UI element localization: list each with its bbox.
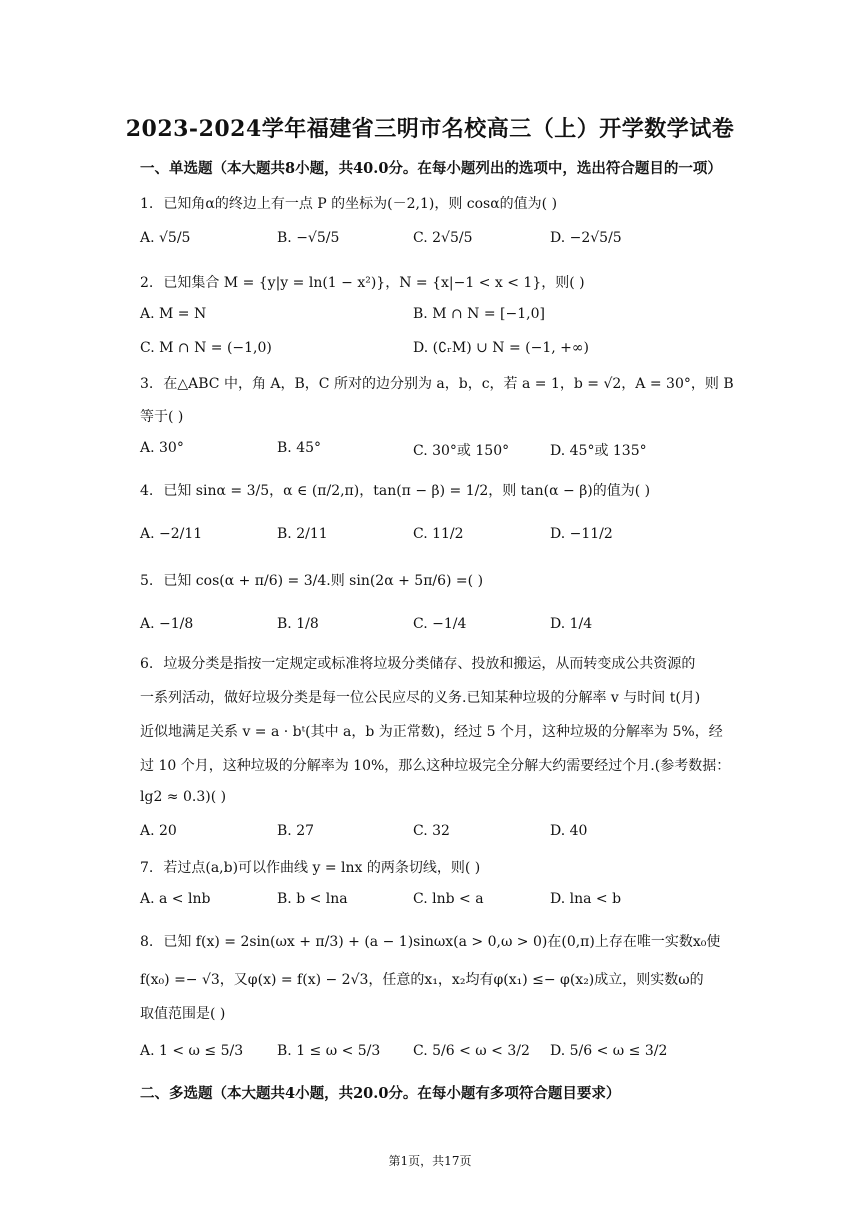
- question-2-option-d: D. (∁ᵣM) ∪ N = (−1, +∞): [413, 340, 590, 356]
- question-7-option-c: C. lnb < a: [413, 891, 484, 907]
- question-5-option-b: B. 1/8: [277, 616, 319, 632]
- question-8-option-a: A. 1 < ω ≤ 5/3: [140, 1043, 244, 1059]
- question-1-number: 1.: [140, 196, 154, 212]
- question-4-stem: [140, 480, 760, 500]
- question-4-option-c: C. 11/2: [413, 526, 464, 542]
- question-3-option-a: A. 30°: [140, 440, 184, 456]
- question-5-option-a: A. −1/8: [140, 616, 194, 632]
- question-2-option-b: B. M ∩ N = [−1,0]: [413, 306, 545, 322]
- question-4-option-d: D. −11/2: [550, 526, 613, 542]
- question-8-text-line-2: f(x₀) =− √3，又φ(x) = f(x) − 2√3，任意的x₁，x₂均有φ(x₁) ≤− φ(x₂)成立，则实数ω的: [140, 972, 704, 988]
- question-4-option-b: B. 2/11: [277, 526, 328, 542]
- question-1-option-c: C. 2√5/5: [413, 230, 473, 246]
- question-6-text-line-1: 垃圾分类是指按一定规定或标准将垃圾分类储存、投放和搬运，从而转变成公共资源的: [163, 656, 696, 672]
- question-2-stem: [140, 272, 760, 292]
- question-5-option-c: C. −1/4: [413, 616, 467, 632]
- question-5-number: 5.: [140, 573, 154, 589]
- question-6-text-line-3: 近似地满足关系 v = a · bᵗ(其中 a，b 为正常数)，经过 5 个月，这种垃圾的分解率为 5%，经: [140, 724, 723, 740]
- question-3-option-c: C. 30°或 150°: [413, 443, 510, 459]
- question-5-text: 已知 cos(α + π/6) = 3/4.则 sin(2α + 5π/6) =( ): [163, 573, 484, 589]
- question-6-text-line-2: 一系列活动，做好垃圾分类是每一位公民应尽的义务.已知某种垃圾的分解率 v 与时间 t(月): [140, 690, 701, 706]
- question-5-stem: [140, 570, 760, 590]
- question-4-option-a: A. −2/11: [140, 526, 203, 542]
- question-6-option-a: A. 20: [140, 823, 177, 839]
- question-7-number: 7.: [140, 860, 154, 876]
- question-8-text-line-3: 取值范围是( ): [140, 1006, 226, 1022]
- question-3-number: 3.: [140, 376, 154, 392]
- question-2-option-a: A. M = N: [140, 306, 207, 322]
- question-6-text-line-4: 过 10 个月，这种垃圾的分解率为 10%，那么这种垃圾完全分解大约需要经过个月.(参考数据：: [140, 758, 731, 774]
- question-6-number: 6.: [140, 656, 154, 672]
- question-3-text-line-1: 在△ABC 中，角 A，B，C 所对的边分别为 a，b，c，若 a = 1，b = √2，A = 30°，则 B: [163, 376, 734, 392]
- question-2-text: 已知集合 M = {y|y = ln(1 − x²)}，N = {x|−1 < x < 1}，则( ): [163, 275, 585, 291]
- question-2-number: 2.: [140, 275, 154, 291]
- question-7-option-a: A. a < lnb: [140, 891, 211, 907]
- question-7-option-b: B. b < lna: [277, 891, 348, 907]
- question-1-option-d: D. −2√5/5: [550, 230, 622, 246]
- question-8-option-d: D. 5/6 < ω ≤ 3/2: [550, 1043, 668, 1059]
- question-7-option-d: D. lna < b: [550, 891, 622, 907]
- page-title: 2023-2024学年福建省三明市名校高三（上）开学数学试卷: [125, 116, 735, 142]
- question-8-number: 8.: [140, 934, 154, 950]
- section-multiple-choice-header: 二、多选题（本大题共4小题，共20.0分。在每小题有多项符合题目要求）: [140, 1085, 621, 1102]
- question-8-text-line-1: 已知 f(x) = 2sin(ωx + π/3) + (a − 1)sinωx(a > 0,ω > 0)在(0,π)上存在唯一实数x₀使: [163, 934, 721, 950]
- question-3-stem: [140, 373, 760, 393]
- question-7-text: 若过点(a,b)可以作曲线 y = lnx 的两条切线，则( ): [163, 860, 481, 876]
- page-footer: 第1页，共17页: [388, 1154, 472, 1168]
- question-1-option-a: A. √5/5: [140, 230, 191, 246]
- question-6-text-line-5: lg2 ≈ 0.3)( ): [140, 789, 227, 805]
- question-5-option-d: D. 1/4: [550, 616, 593, 632]
- question-1-option-b: B. −√5/5: [277, 230, 340, 246]
- question-6-option-d: D. 40: [550, 823, 588, 839]
- question-4-text: 已知 sinα = 3/5，α ∈ (π/2,π)，tan(π − β) = 1/2，则 tan(α − β)的值为( ): [163, 483, 651, 499]
- question-8-option-b: B. 1 ≤ ω < 5/3: [277, 1043, 381, 1059]
- question-3-text-line-2: 等于( ): [140, 409, 184, 425]
- question-6-option-c: C. 32: [413, 823, 450, 839]
- question-2-option-c: C. M ∩ N = (−1,0): [140, 340, 272, 356]
- question-8-option-c: C. 5/6 < ω < 3/2: [413, 1043, 530, 1059]
- section-single-choice-header: 一、单选题（本大题共8小题，共40.0分。在每小题列出的选项中，选出符合题目的一项）: [140, 160, 722, 177]
- question-7-stem: [140, 857, 760, 877]
- question-3-option-b: B. 45°: [277, 440, 322, 456]
- question-8-stem: [140, 931, 760, 951]
- question-1-stem: [140, 193, 760, 213]
- question-6-option-b: B. 27: [277, 823, 315, 839]
- question-6-stem: [140, 653, 760, 673]
- question-4-number: 4.: [140, 483, 154, 499]
- question-3-option-d: D. 45°或 135°: [550, 443, 647, 459]
- question-1-text: 已知角α的终边上有一点 P 的坐标为(－2,1)，则 cosα的值为( ): [163, 196, 558, 212]
